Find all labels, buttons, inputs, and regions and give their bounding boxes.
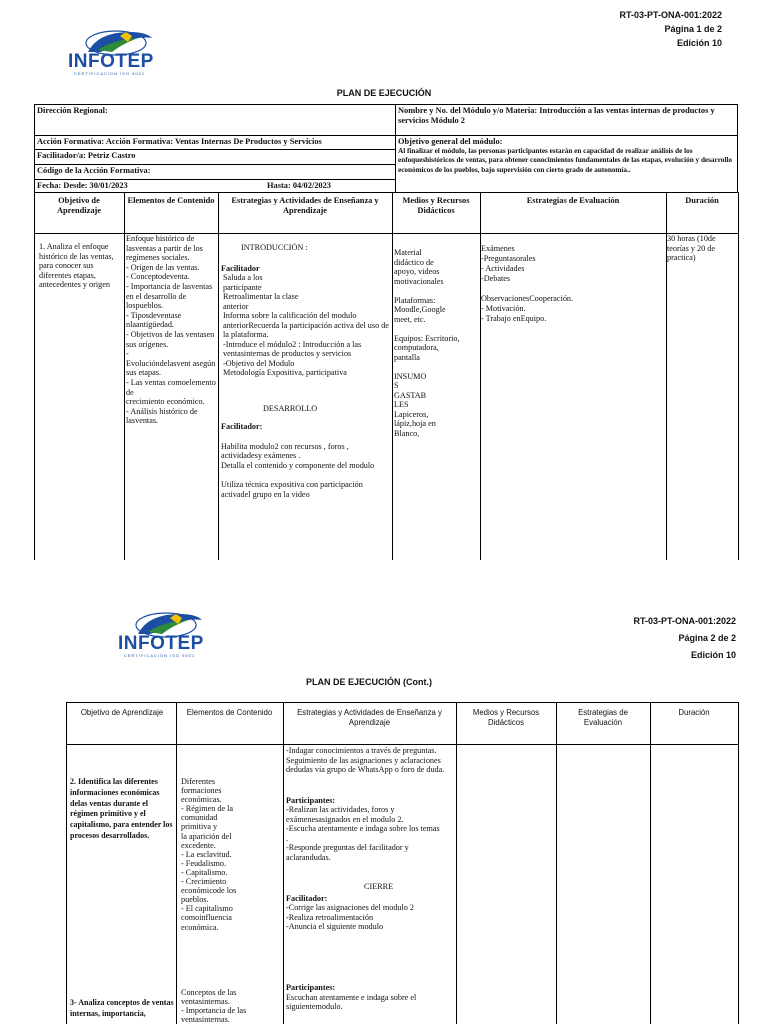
row1-objetivo: 1. Analiza el enfoque histórico de las ventas, para conocer sus diferentes etapas, antecedentes y origen bbox=[39, 242, 114, 289]
objetivo-general-text: Al finalizar el módulo, las personas participantes estarán en capacidad de realizar análisis de los enfoqueshistóricos de ventas, para obtener conocimientos fundamentales de las etapas, evolución y desarrollo económicos de los pueblos, bajo supervisión con cierto grado de autonomía.. bbox=[398, 147, 732, 174]
modulo-value: Introducción a las ventas internas de productos y servicios Módulo 2 bbox=[398, 106, 715, 125]
col2-duracion: Duración bbox=[678, 708, 710, 717]
col-duracion: Duración bbox=[685, 196, 719, 205]
col-medios: Medios y Recursos Didácticos bbox=[402, 196, 470, 215]
row1-medios: Material didáctico de apoyo, videos motivacionales Plataformas: Moodle,Google meet, etc. Equipos: Escritorio, computadora, pantalla INSUMO S GASTAB LES Lapiceros, lápiz,hoja en Blanco, bbox=[394, 248, 460, 438]
row3-participantes-title: Participantes: bbox=[286, 983, 336, 992]
page-title: PLAN DE EJECUCIÓN bbox=[336, 88, 432, 98]
edition-2: Edición 10 bbox=[690, 650, 736, 660]
desarrollo-title: DESARROLLO bbox=[263, 403, 318, 413]
col2-objetivo: Objetivo de Aprendizaje bbox=[80, 708, 164, 717]
fecha-hasta: Hasta: 04/02/2023 bbox=[267, 181, 331, 190]
desarrollo-facilitador: Facilitador: bbox=[221, 422, 263, 431]
row1-estrategias bbox=[221, 243, 389, 499]
page-number: Página 1 de 2 bbox=[664, 24, 722, 34]
direccion-regional: Dirección Regional: bbox=[34, 104, 396, 136]
col-evaluacion: Estrategias de Evaluación bbox=[526, 196, 620, 205]
codigo-accion: Código de la Acción Formativa: bbox=[34, 164, 396, 180]
row2-act1: -Indagar conocimientos a través de preguntas. Seguimiento de las asignaciones y aclaraciones dedudas vía grupo de WhatsApp o foro de duda. bbox=[286, 746, 445, 774]
facilitador: Facilitador/a: Petriz Castro bbox=[34, 149, 396, 165]
row3-elementos: Conceptos de las ventasinternas. - Importancia de las ventasinternas. bbox=[181, 988, 247, 1024]
col-estrategias: Estrategias y Actividades de Enseñanza y Aprendizaje bbox=[231, 196, 379, 215]
row1-duracion: 30 horas (10de teorías y 20 de practica) bbox=[667, 234, 716, 262]
col2-estrategias: Estrategias y Actividades de Enseñanza y Aprendizaje bbox=[297, 708, 442, 727]
intro-title: INTRODUCCIÓN : bbox=[241, 243, 308, 252]
row3-participantes-text: Escuchan atentamente e indaga sobre el siguientemodulo. bbox=[286, 992, 417, 1011]
col-objetivo: Objetivo de Aprendizaje bbox=[56, 196, 102, 215]
col2-elementos: Elementos de Contenido bbox=[186, 708, 273, 717]
fecha-desde: Fecha: Desde: 30/01/2023 bbox=[37, 181, 128, 190]
modulo-box bbox=[395, 104, 738, 136]
col2-medios: Medios y Recursos Didácticos bbox=[472, 708, 540, 727]
accion-formativa: Acción Formativa: Acción Formativa: Ventas Internas De Productos y Servicios bbox=[34, 135, 396, 150]
page-number-2: Página 2 de 2 bbox=[678, 633, 736, 643]
infotep-logo bbox=[68, 26, 158, 76]
desarrollo-text-2: Utiliza técnica expositiva con participación activadel grupo en la video bbox=[221, 480, 363, 499]
modulo-label: Nombre y No. del Módulo y/o Materia: bbox=[398, 106, 538, 115]
row2-cierre: CIERRE bbox=[364, 882, 394, 891]
row2-participantes-title: Participantes: bbox=[286, 795, 336, 805]
intro-facilitador: Facilitador bbox=[221, 263, 260, 273]
objetivo-general-box bbox=[395, 135, 738, 193]
desarrollo-text: Habilita modulo2 con recursos , foros , actividadesy exámenes . Detalla el contenido y componente del modulo bbox=[221, 441, 375, 470]
row3-estrategias bbox=[286, 983, 454, 1012]
logo-text-2: INFOTEP bbox=[118, 633, 204, 654]
fecha-box bbox=[34, 179, 396, 193]
row2-elementos: Diferentes formaciones económicas. - Régimen de la comunidad primitiva y la aparición del excedente. - La esclavitud. - Feudalismo. - Capitalismo. - Crecimiento económicode los pueblos. - El capitalismo comoinfluencia económica. bbox=[181, 777, 237, 932]
logo-subtitle: CERTIFICACION ISO 9001 bbox=[74, 71, 146, 76]
row1-evaluacion: Exámenes -Preguntasorales - Actividades -Debates ObservacionesCooperación. - Motivación. - Trabajo enEquipo. bbox=[481, 244, 574, 323]
edition: Edición 10 bbox=[676, 38, 722, 48]
row2-facilitador-text: -Corrige las asignaciones del modulo 2 -Realiza retroalimentación -Anuncia el siguiente modulo bbox=[286, 903, 415, 931]
row2-facilitador-title: Facilitador: bbox=[286, 893, 328, 903]
logo-text: INFOTEP bbox=[68, 51, 154, 72]
col2-evaluacion: Estrategias de Evaluación bbox=[578, 708, 628, 727]
row1-elementos: Enfoque histórico de lasventas a partir de los regímenes sociales. - Origen de las ventas. - Conceptodeventa. - Importancia de lasventas en el desarrollo de lospueblos. - Tiposdeventase nlaantigüedad. - Objetivos de las ventasen sus orígenes. - Evolucióndelasvent asegún sus etapas. - Las ventas comoelemento de crecimiento económico. - Análisis histórico de lasventas. bbox=[126, 234, 216, 426]
row2-participantes-text: -Realizan las actividades, foros y exámenesasignados en el modulo 2. -Escucha atentamente e indaga sobre los temas . -Responde preguntas del facilitador y aclarandudas. bbox=[286, 805, 440, 862]
intro-text: Saluda a los participante Retroalimentar la clase anterior Informa sobre la calificación del modulo anteriorRecuerda la participación activa del uso de la plataforma. -Introduce el módulo2 : Introducción a las ventasinternas de productos y servicios -Objetivo del Modulo Metodología Expositiva, participativa bbox=[223, 273, 389, 377]
document-code: RT-03-PT-ONA-001:2022 bbox=[619, 10, 722, 20]
infotep-logo-2 bbox=[118, 608, 208, 658]
objetivo-general-label: Objetivo general del módulo: bbox=[398, 137, 503, 146]
col-elementos: Elementos de Contenido bbox=[127, 196, 215, 205]
row3-objetivo: 3- Analiza conceptos de ventas internas, importancia, bbox=[70, 998, 174, 1018]
row2-estrategias bbox=[286, 746, 454, 932]
document-code-2: RT-03-PT-ONA-001:2022 bbox=[633, 616, 736, 626]
logo-subtitle-2: CERTIFICACION ISO 9001 bbox=[124, 653, 196, 658]
row2-objetivo: 2. Identifica las diferentes informaciones económicas delas ventas durante el régimen primitivo y el capitalismo, para entender los procesos desarrollados. bbox=[70, 777, 173, 840]
page-title-2: PLAN DE EJECUCIÓN (Cont.) bbox=[306, 677, 432, 687]
